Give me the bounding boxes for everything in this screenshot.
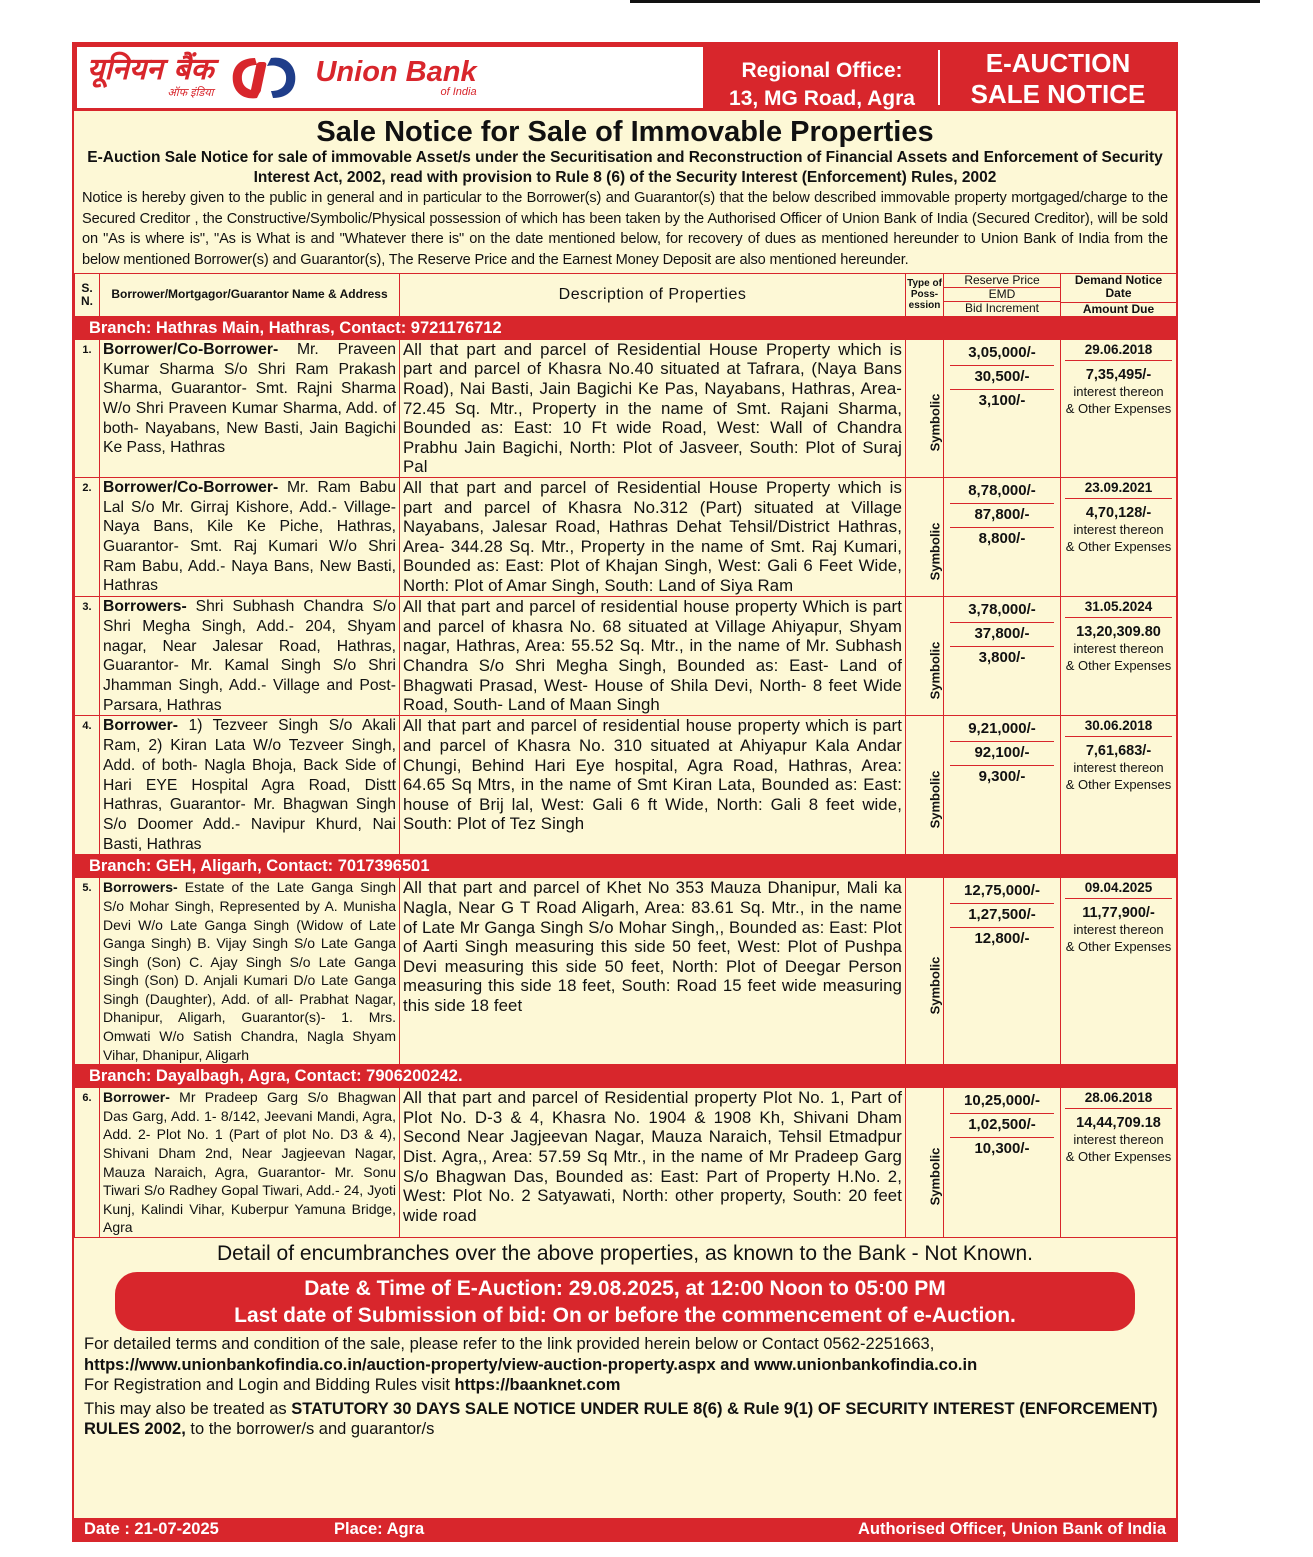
table-row	[75, 716, 1177, 855]
branch-name: Branch: Dayalbagh, Agra, Contact: 7906200242.	[75, 1065, 1177, 1088]
terms-text: For detailed terms and condition of the sale, please refer to the link provided herein below or Contact 0562-2251663,	[84, 1335, 935, 1354]
bank-logo	[74, 44, 706, 111]
registration-link[interactable]: https://baanknet.com	[454, 1376, 621, 1395]
top-rule	[630, 0, 1260, 3]
amount-due: 13,20,309.80	[1076, 624, 1161, 641]
reserve-price: 3,05,000/-	[950, 342, 1054, 366]
demand-date: 29.06.2018	[1065, 342, 1172, 361]
demand-date: 30.06.2018	[1065, 718, 1172, 737]
demand-date: 09.04.2025	[1065, 880, 1172, 899]
col-header-amount-due: Amount Due	[1061, 302, 1176, 316]
sale-notice	[72, 42, 1178, 1542]
col-header-possession: Type of Poss- ession	[906, 273, 944, 316]
row-sn: 5.	[75, 878, 100, 1065]
auction-links[interactable]: https://www.unionbankofindia.co.in/auction-property/view-auction-property.aspx and www.unionbankofindia.co.in	[84, 1355, 978, 1374]
bank-name-english: Union Bank	[315, 55, 477, 88]
col-header-demand-date: Demand Notice Date	[1074, 272, 1163, 300]
regional-office-label: Regional Office:	[741, 59, 903, 82]
col-header-borrower: Borrower/Mortgagor/Guarantor Name & Address	[100, 273, 400, 316]
col-header-demand	[1061, 273, 1177, 316]
row-prices	[944, 878, 1061, 1065]
interest-line-2: & Other Expenses	[1065, 538, 1172, 554]
signature-bar	[74, 1518, 1176, 1540]
row-description: All that part and parcel of residential house property which is part and parcel of Khasra No. 310 situated at Ahiyapur Kala Andar Chungi, Behind Hari Eye hospital, Agra Road, Hathras, Area: 64.65 Sq Mtrs, in the name of Smt Kiran Lata, Bounded as: East: house of Brij lal, West: Gali 6 ft Wide, North: Gali 8 feet wide, South: Plot of Tez Singh	[400, 716, 906, 855]
interest-line-1: interest thereon	[1073, 760, 1164, 776]
possession-type: Symbolic	[927, 956, 943, 1015]
properties-table	[74, 273, 1177, 1238]
interest-line-2: & Other Expenses	[1065, 1149, 1172, 1165]
borrower-label: Borrower-	[103, 1089, 170, 1106]
auction-date-time: Date & Time of E-Auction: 29.08.2025, at 12:00 Noon to 05:00 PM	[304, 1277, 946, 1301]
properties-table-body	[75, 316, 1177, 1237]
bank-name-hindi: यूनियन बैंक	[87, 52, 214, 87]
regional-office-address: 13, MG Road, Agra	[729, 87, 915, 110]
registration-line	[84, 1375, 1166, 1396]
bid-increment: 3,800/-	[978, 649, 1026, 667]
branch-row	[75, 1065, 1177, 1088]
demand-date: 23.09.2021	[1065, 480, 1172, 499]
borrower-label: Borrower/Co-Borrower-	[103, 478, 279, 496]
possession-type: Symbolic	[927, 393, 943, 452]
reserve-price: 9,21,000/-	[950, 718, 1054, 742]
row-description: All that part and parcel of Khet No 353 Mauza Dhanipur, Mali ka Nagla, Near G T Road Aligarh, Area: 83.61 Sq. Mtr., in the name of Late Mr Ganga Singh S/o Mohar Singh,, Bounded as: East: Plot of Aarti Singh measuring this side 50 feet, West: Plot of Pushpa Devi measuring this side 50 feet, North: Plot of Deegar Person measuring this side 18 feet, South: Road 15 feet wide measuring this side 18 feet	[400, 878, 906, 1065]
notice-header	[74, 44, 1176, 111]
borrower-label: Borrowers-	[103, 598, 187, 616]
statutory-suffix: to the borrower/s and guarantor/s	[185, 1419, 435, 1438]
interest-line-1: interest thereon	[1073, 641, 1164, 657]
table-header-row	[75, 273, 1177, 316]
borrower-details: Shri Subhash Chandra S/o Shri Megha Singh, Add.- 204, Shyam nagar, Near Jalesar Road, Hathras, Guarantor- Mr. Kamal Singh S/o Shri Jhamman Singh, Add.- Village and Post- Parsara, Hathras	[103, 598, 396, 714]
row-description: All that part and parcel of Residential property Plot No. 1, Part of Plot No. D-3 & 4, Khasra No. 1904 & 1908 Kh, Shivani Dham Second Near Jagjeevan Nagar, Mauza Naraich, Tehsil Etmadpur Dist. Agra,, Area: 57.59 Sq Mtr., in the name of Mr Pradeep Garg S/o Bhagwan Das, Bounded as: East: Part of Property H.No. 2, West: Plot No. 2 Satyawati, North: other property, South: 20 feet wide road	[400, 1088, 906, 1238]
table-row	[75, 1088, 1177, 1238]
row-borrower	[100, 1088, 400, 1238]
borrower-details: 1) Tezveer Singh S/o Akali Ram, 2) Kiran Lata W/o Tezveer Singh, Add. of both- Nagla Bhoja, Back Side of Hari EYE Hospital Agra Road, Distt Hathras, Guarantor- Mr. Bhagwan Singh S/o Doomer Add.- Navipur Khurd, Nai Basti, Hathras	[103, 717, 396, 853]
row-sn: 3.	[75, 597, 100, 716]
row-sn: 4.	[75, 716, 100, 855]
amount-due: 7,35,495/-	[1085, 366, 1152, 383]
emd: 87,800/-	[950, 504, 1054, 528]
union-bank-logo-icon	[225, 52, 303, 104]
interest-line-2: & Other Expenses	[1065, 777, 1172, 793]
possession-type: Symbolic	[927, 1147, 943, 1206]
row-possession	[906, 878, 944, 1065]
possession-type: Symbolic	[927, 641, 943, 700]
table-row	[75, 339, 1177, 477]
row-demand	[1061, 716, 1177, 855]
interest-line-1: interest thereon	[1073, 383, 1164, 399]
row-demand	[1061, 878, 1177, 1065]
bid-increment: 10,300/-	[974, 1140, 1030, 1158]
e-auction-label	[940, 44, 1176, 111]
row-prices	[944, 597, 1061, 716]
bid-increment: 12,800/-	[974, 930, 1030, 948]
registration-prefix: For Registration and Login and Bidding Rules visit	[84, 1376, 455, 1395]
reserve-price: 8,78,000/-	[950, 480, 1054, 504]
bank-name-english-sub: of India	[440, 85, 477, 98]
notice-title: Sale Notice for Sale of Immovable Properties	[316, 116, 934, 148]
branch-row	[75, 316, 1177, 339]
reserve-price: 12,75,000/-	[950, 880, 1054, 904]
row-sn: 6.	[75, 1088, 100, 1238]
emd: 92,100/-	[950, 742, 1054, 766]
amount-due: 14,44,709.18	[1076, 1115, 1161, 1132]
borrower-details: Mr Pradeep Garg S/o Bhagwan Das Garg, Add. 1- 8/142, Jeevani Mandi, Agra, Add. 2- Plot No. 1 (Part of plot No. D3 & 4), Shivani Dham 2nd, Near Jagjeevan Nagar, Mauza Naraich, Agra, Guarantor- Mr. Sonu Tiwari S/o Radhey Gopal Tiwari, Add.- 24, Jyoti Kunj, Kalindi Vihar, Kuberpur Yamuna Bridge, Agra	[103, 1089, 396, 1236]
e-auction-line2: SALE NOTICE	[970, 79, 1146, 109]
row-borrower	[100, 716, 400, 855]
interest-line-1: interest thereon	[1073, 1132, 1164, 1148]
reserve-price: 3,78,000/-	[950, 599, 1054, 623]
interest-line-2: & Other Expenses	[1065, 939, 1172, 955]
col-header-sn: S. N.	[75, 273, 100, 316]
emd: 1,02,500/-	[950, 1114, 1054, 1138]
borrower-label: Borrowers-	[103, 879, 178, 896]
statutory-bold: STATUTORY 30 DAYS SALE NOTICE UNDER RULE 8(6) & Rule 9(1) OF SECURITY INTEREST (ENFORCEMENT) RULES 2002,	[84, 1399, 1158, 1438]
auction-date-box	[115, 1272, 1135, 1331]
bid-increment: 3,100/-	[978, 391, 1026, 409]
e-auction-line1: E-AUCTION	[985, 48, 1131, 78]
amount-due: 7,61,683/-	[1085, 743, 1152, 760]
interest-line-2: & Other Expenses	[1065, 400, 1172, 416]
bid-increment: 9,300/-	[978, 768, 1026, 786]
borrower-label: Borrower/Co-Borrower-	[103, 340, 279, 358]
notice-date: Date : 21-07-2025	[84, 1519, 219, 1538]
row-description: All that part and parcel of Residential House Property which is part and parcel of Khasra No.312 (Part) situated at Village Nayabans, Jalesar Road, Hathras Dehat Tehsil/District Hathras, Area- 344.28 Sq. Mtr., Property in the name of Smt. Raj Kumari, Bounded as: East: Plot of Khajan Singh, West: Gali 6 Feet Wide, North: Plot of Amar Singh, South: Land of Siya Ram	[400, 477, 906, 596]
branch-row	[75, 855, 1177, 878]
possession-type: Symbolic	[927, 770, 943, 829]
notice-footer	[74, 1334, 1176, 1439]
col-header-bid-increment: Bid Increment	[964, 301, 1040, 316]
row-sn: 2.	[75, 477, 100, 596]
demand-date: 28.06.2018	[1065, 1090, 1172, 1109]
interest-line-2: & Other Expenses	[1065, 658, 1172, 674]
encumbrances-note: Detail of encumbranches over the above properties, as known to the Bank - Not Known.	[217, 1242, 1033, 1266]
table-row	[75, 878, 1177, 1065]
statutory-note	[84, 1399, 1166, 1439]
row-description: All that part and parcel of Residential House Property which is part and parcel of Khasra No.40 situated at Tafrara, (Naya Bans Road), Nai Basti, Jain Bagichi Ke Pas, Nayabans, Hathras, Area- 72.45 Sq. Mtr., Property in the name of Smt. Rajani Sharma, Bounded as: East: 10 Ft wide Road, West: Wall of Chandra Prabhu Jain Bagichi, North: Plot of Jasveer, South: Plot of Suraj Pal	[400, 339, 906, 477]
row-prices	[944, 477, 1061, 596]
borrower-details: Estate of the Late Ganga Singh S/o Mohar Singh, Represented by A. Munisha Devi W/o Late Ganga Singh (Widow of Late Ganga Singh) B. Vijay Singh S/o Late Ganga Singh (Son) C. Ajay Singh S/o Late Ganga Singh (Son) D. Anjali Kumari D/o Late Ganga Singh (Daughter), Add. of all- Prabhat Nagar, Dhanipur, Aligarh, Guarantor(s)- 1. Mrs. Omwati W/o Satish Chandra, Nagla Shyam Vihar, Dhanipur, Aligarh	[103, 879, 396, 1063]
row-sn: 1.	[75, 339, 100, 477]
emd: 1,27,500/-	[950, 904, 1054, 928]
row-prices	[944, 339, 1061, 477]
notice-place: Place: Agra	[334, 1519, 425, 1538]
table-row	[75, 477, 1177, 596]
row-possession	[906, 1088, 944, 1238]
bid-increment: 8,800/-	[978, 529, 1026, 547]
col-header-emd: EMD	[944, 288, 1060, 302]
row-borrower	[100, 597, 400, 716]
table-row	[75, 597, 1177, 716]
col-header-description: Description of Properties	[400, 273, 906, 316]
notice-subtitle: E-Auction Sale Notice for sale of immovable Asset/s under the Securitisation and Reconstruction of Financial Assets and Enforcement of Security Interest Act, 2002, read with provision to Rule 8 (6) of the Security Interest (Enforcement) Rules, 2002	[87, 149, 1163, 186]
branch-name: Branch: Hathras Main, Hathras, Contact: 9721176712	[75, 316, 1177, 339]
amount-due: 11,77,900/-	[1082, 905, 1155, 922]
notice-intro: Notice is hereby given to the public in general and in particular to the Borrower(s) and Guarantor(s) that the below described immovable property mortgaged/charge to the Secured Creditor , the Constructive/Symbolic/Physical possession of which has been taken by the Authorised Officer of Union Bank of India (Secured Creditor), will be sold on "As is where is", "As is What is and "Whatever there is" on the date mentioned below, for recovery of dues as mentioned hereunder to Union Bank of India from the below mentioned Borrower(s) and Guarantor(s), The Reserve Price and the Earnest Money Deposit are also mentioned hereunder.	[82, 190, 1168, 269]
row-possession	[906, 716, 944, 855]
authorised-officer: Authorised Officer, Union Bank of India	[857, 1519, 1166, 1538]
statutory-prefix: This may also be treated as	[84, 1399, 292, 1418]
possession-type: Symbolic	[927, 522, 943, 580]
branch-name: Branch: GEH, Aligarh, Contact: 7017396501	[75, 855, 1177, 878]
row-description: All that part and parcel of residential house property Which is part and parcel of khasra No. 68 situated at Village Ahiyapur, Shyam nagar, Hathras, Area: 55.52 Sq. Mtr., in the name of Mr. Subhash Chandra S/o Shri Megha Singh, Bounded as: East- Land of Bhagwati Prasad, West- House of Shila Devi, North- 8 feet Wide Road, South- Land of Maan Singh	[400, 597, 906, 716]
row-demand	[1061, 1088, 1177, 1238]
col-header-reserve-price: Reserve Price	[944, 274, 1060, 288]
bid-submission-date: Last date of Submission of bid: On or before the commencement of e-Auction.	[234, 1304, 1016, 1328]
row-borrower	[100, 477, 400, 596]
row-possession	[906, 339, 944, 477]
demand-date: 31.05.2024	[1065, 599, 1172, 618]
row-borrower	[100, 878, 400, 1065]
row-prices	[944, 1088, 1061, 1238]
row-possession	[906, 597, 944, 716]
amount-due: 4,70,128/-	[1085, 504, 1152, 521]
interest-line-1: interest thereon	[1073, 521, 1164, 537]
bank-name-hindi-sub: ऑफ इंडिया	[167, 87, 214, 99]
row-borrower	[100, 339, 400, 477]
borrower-details: Mr. Praveen Kumar Sharma S/o Shri Ram Prakash Sharma, Guarantor- Smt. Rajni Sharma W/o Shri Praveen Kumar Sharma, Add. of both- Nayabans, New Basti, Jain Bagichi Ke Pass, Hathras	[103, 340, 396, 457]
interest-line-1: interest thereon	[1073, 922, 1164, 938]
regional-office	[706, 50, 940, 110]
emd: 37,800/-	[950, 623, 1054, 647]
row-demand	[1061, 597, 1177, 716]
col-header-prices	[944, 273, 1061, 316]
row-demand	[1061, 339, 1177, 477]
reserve-price: 10,25,000/-	[950, 1090, 1054, 1114]
emd: 30,500/-	[950, 366, 1054, 390]
row-prices	[944, 716, 1061, 855]
row-demand	[1061, 477, 1177, 596]
borrower-details: Mr. Ram Babu Lal S/o Mr. Girraj Kishore, Add.- Village- Naya Bans, Kile Ke Piche, Hathras, Guarantor- Smt. Raj Kumari W/o Shri Ram Babu, Add.- Naya Bans, New Basti, Hathras	[103, 478, 396, 595]
borrower-label: Borrower-	[103, 717, 178, 735]
row-possession	[906, 477, 944, 596]
